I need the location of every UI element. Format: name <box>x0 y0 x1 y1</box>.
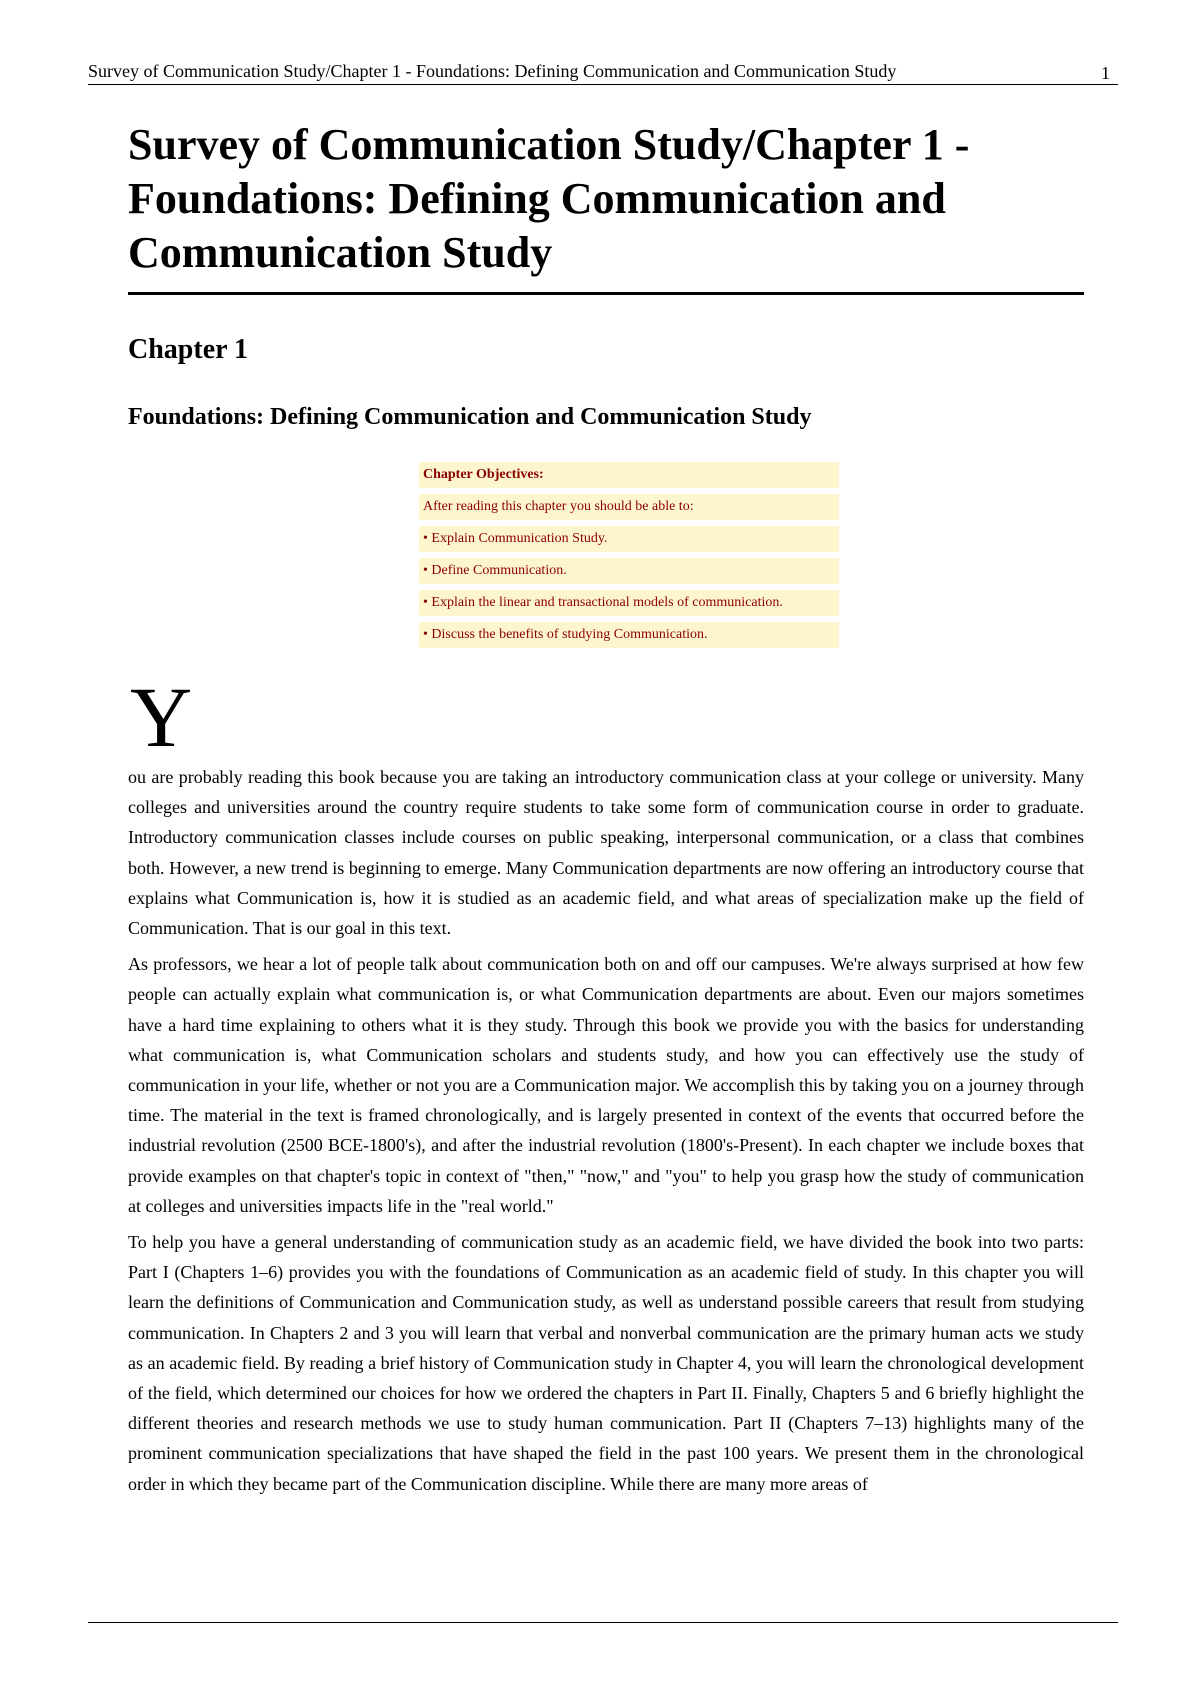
page-title: Survey of Communication Study/Chapter 1 - Foundations: Defining Communication and Communication Study <box>128 118 1084 295</box>
objective-item: • Define Communication. <box>419 558 839 584</box>
objective-item: • Explain Communication Study. <box>419 526 839 552</box>
running-header <box>88 60 1118 85</box>
page-content <box>128 118 1084 1505</box>
footer-rule <box>88 1622 1118 1623</box>
objective-item: • Explain the linear and transactional models of communication. <box>419 590 839 616</box>
body-paragraph: As professors, we hear a lot of people talk about communication both on and off our campuses. We're always surprised at how few people can actually explain what communication is, or what Communication departments are about. Even our majors sometimes have a hard time explaining to others what it is they study. Through this book we provide you with the basics for understanding what communication is, what Communication scholars and students study, and how you can effectively use the study of communication in your life, whether or not you are a Communication major. We accomplish this by taking you on a journey through time. The material in the text is framed chronologically, and is largely presented in context of the events that occurred before the industrial revolution (2500 BCE-1800's), and after the industrial revolution (1800's-Present). In each chapter we include boxes that provide examples on that chapter's topic in context of "then," "now," and "you" to help you grasp how the study of communication at colleges and universities impacts life in the "real world." <box>128 954 1084 1216</box>
chapter-subtitle: Foundations: Defining Communication and Communication Study <box>128 404 812 430</box>
body-paragraph: To help you have a general understanding of communication study as an academic field, we have divided the book into two parts: Part I (Chapters 1–6) provides you with the foundations of Communication as an academic field of study. In this chapter you will learn the definitions of Communication and Communication study, as well as understand possible careers that result from studying communication. In Chapters 2 and 3 you will learn that verbal and nonverbal communication are the primary human acts we study as an academic field. By reading a brief history of Communication study in Chapter 4, you will learn the chronological development of the field, which determined our choices for how we ordered the chapters in Part II. Finally, Chapters 5 and 6 briefly highlight the different theories and research methods we use to study human communication. Part II (Chapters 7–13) highlights many of the prominent communication specializations that have shaped the field in the past 100 years. We present them in the chronological order in which they became part of the Communication discipline. While there are many more areas of <box>128 1232 1084 1494</box>
body-paragraph: ou are probably reading this book because you are taking an introductory communication class at your college or university. Many colleges and universities around the country require students to take some form of communication course in order to graduate. Introductory communication classes include courses on public speaking, interpersonal communication, or a class that combines both. However, a new trend is beginning to emerge. Many Communication departments are now offering an introductory course that explains what Communication is, how it is studied as an academic field, and what areas of specialization make up the field of Communication. That is our goal in this text. <box>128 767 1084 939</box>
body-text <box>128 762 1084 1499</box>
chapter-label: Chapter 1 <box>128 334 249 365</box>
page-number: 1 <box>1101 63 1110 83</box>
objectives-heading: Chapter Objectives: <box>419 462 839 488</box>
objectives-intro: After reading this chapter you should be able to: <box>419 494 839 520</box>
chapter-objectives-box <box>419 462 839 648</box>
running-header-title: Survey of Communication Study/Chapter 1 - Foundations: Defining Communication and Communication Study <box>88 61 897 81</box>
drop-cap: Y <box>130 669 193 765</box>
objective-item: • Discuss the benefits of studying Communication. <box>419 622 839 648</box>
